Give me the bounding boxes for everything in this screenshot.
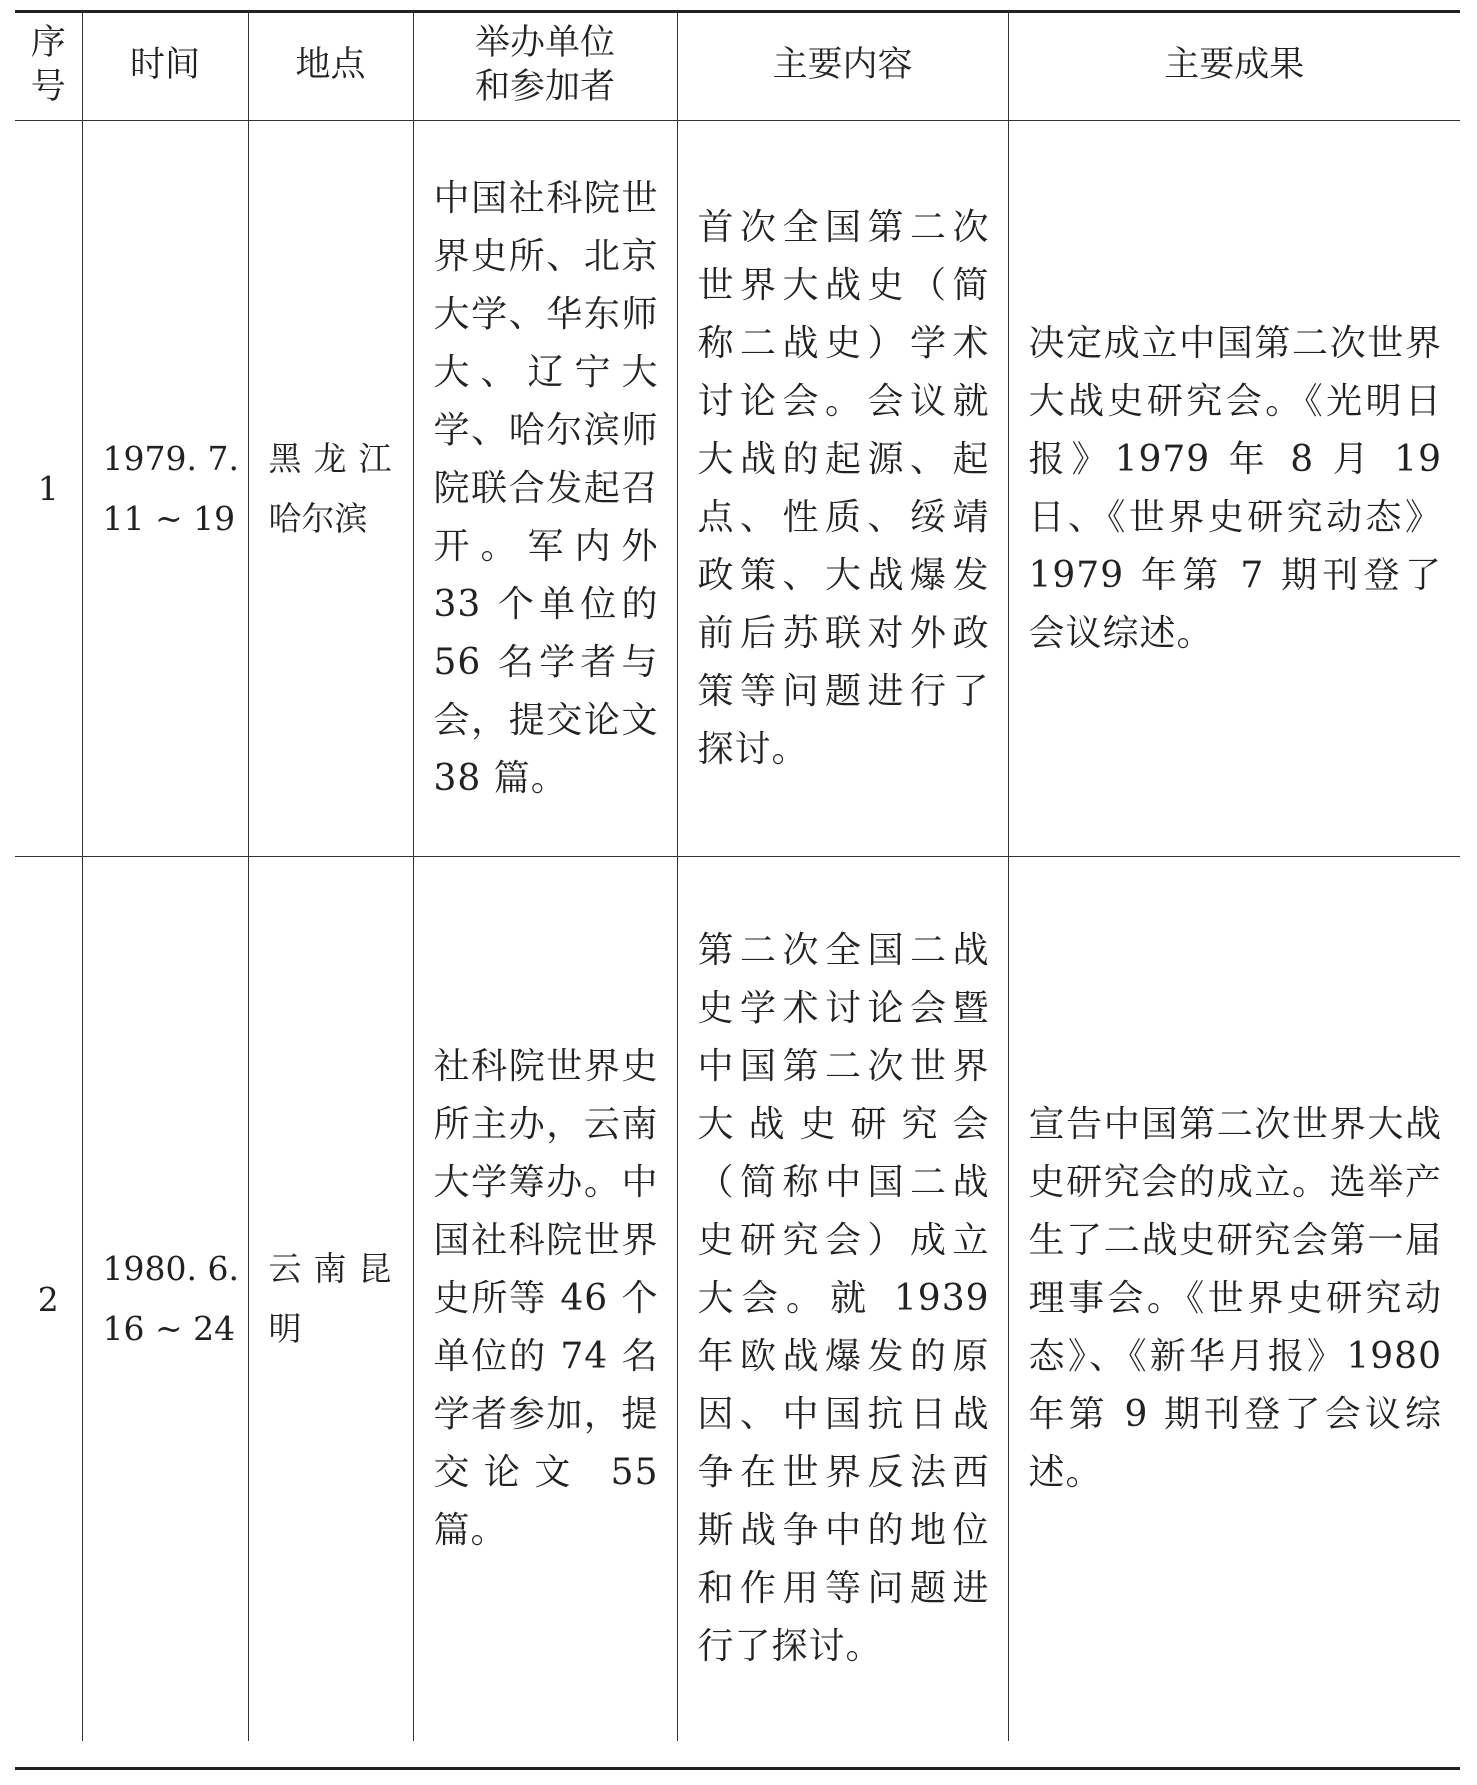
cell-time-line2: 16 ~ 24 [102, 1309, 236, 1348]
cell-location-line2: 哈尔滨 [268, 498, 368, 538]
cell-time [82, 857, 248, 1742]
cell-serial-number: 1 [15, 121, 82, 857]
cell-serial-number: 2 [15, 857, 82, 1742]
cell-location [248, 121, 413, 857]
cell-time-line2: 11 ~ 19 [102, 498, 236, 538]
table-header-row [15, 10, 1460, 121]
cell-main-results: 决定成立中国第二次世界大战史研究会。《光明日报》1979 年 8 月 19 日、《世界史研究动态》1979 年第 7 期刊登了会议综述。 [1008, 121, 1460, 857]
table-row [15, 857, 1460, 1742]
table-top-rule [15, 10, 1460, 13]
cell-organizers: 中国社科院世界史所、北京大学、华东师大、辽宁大学、哈尔滨师院联合发起召开。军内外 33 个单位的 56 名学者与会，提交论文 38 篇。 [413, 121, 677, 857]
cell-time [82, 121, 248, 857]
cell-location-line2: 明 [268, 1309, 302, 1348]
cell-location-line1: 黑龙江 [268, 438, 404, 478]
header-main-content: 主要内容 [677, 10, 1008, 121]
cell-time-line1: 1980. 6. [102, 1249, 239, 1288]
cell-time-line1: 1979. 7. [102, 438, 239, 478]
header-organizers [413, 10, 677, 121]
cell-location-line1: 云南昆 [268, 1249, 404, 1288]
header-organizers-line1: 举办单位 [474, 23, 615, 63]
header-serial-number: 序号 [15, 10, 82, 121]
cell-location [248, 857, 413, 1742]
header-location: 地点 [248, 10, 413, 121]
cell-main-results: 宣告中国第二次世界大战史研究会的成立。选举产生了二战史研究会第一届理事会。《世界史研究动态》、《新华月报》1980 年第 9 期刊登了会议综述。 [1008, 857, 1460, 1742]
cell-main-content: 首次全国第二次世界大战史（简称二战史）学术讨论会。会议就大战的起源、起点、性质、绥靖政策、大战爆发前后苏联对外政策等问题进行了探讨。 [677, 121, 1008, 857]
header-time: 时间 [82, 10, 248, 121]
header-main-results: 主要成果 [1008, 10, 1460, 121]
table-row [15, 121, 1460, 857]
cell-organizers: 社科院世界史所主办，云南大学筹办。中国社科院世界史所等 46 个单位的 74 名学者参加，提交论文 55 篇。 [413, 857, 677, 1742]
header-organizers-line2: 和参加者 [474, 67, 615, 107]
table-bottom-rule [15, 1767, 1460, 1770]
cell-main-content: 第二次全国二战史学术讨论会暨中国第二次世界大战史研究会（简称中国二战史研究会）成立大会。就 1939 年欧战爆发的原因、中国抗日战争在世界反法西斯战争中的地位和作用等问题进行了探讨。 [677, 857, 1008, 1742]
conference-table-container [15, 10, 1460, 1770]
conference-table [15, 10, 1460, 1741]
